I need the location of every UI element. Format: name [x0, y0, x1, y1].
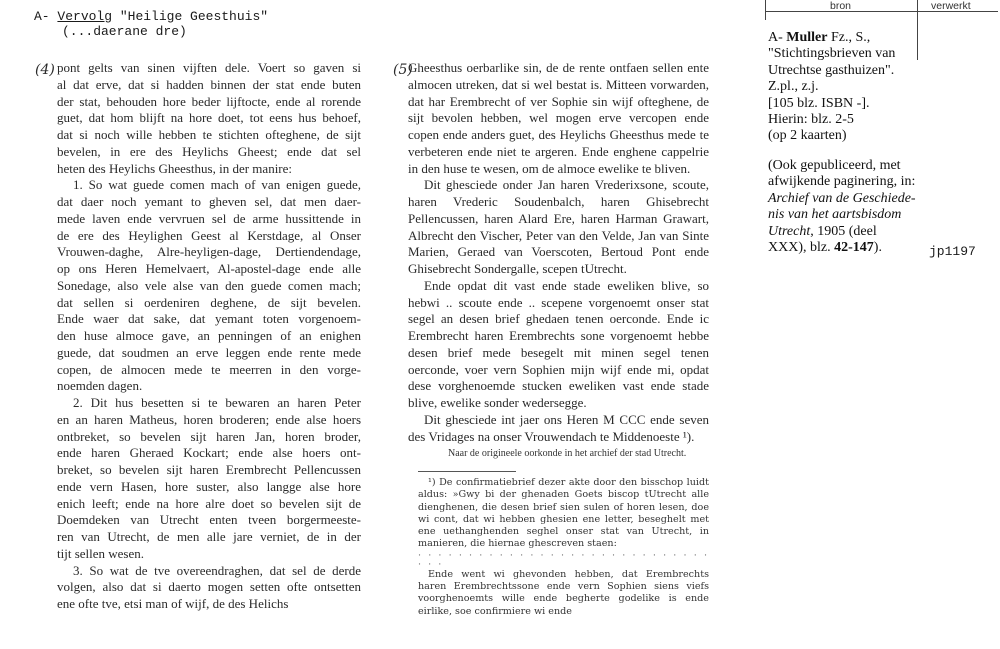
page-number-4: (4)	[35, 62, 55, 78]
journal-line: nis van het aartsbisdom	[768, 207, 902, 223]
text-line: guede, dat soudmen an erve leggen ende rente mede	[57, 344, 361, 360]
footnote-paragraph: Ende went wi ghevonden hebben, dat Erembrechts haren Erembrechtssone ende vern Sophien siens viefs voorghenoemts wille ende begherte godelike is ende eirlike, soe confirmiere wi ende	[418, 568, 709, 617]
text-line: ende vern Hasen, hore suster, also langge alse hore	[57, 478, 361, 494]
footnote	[418, 477, 709, 618]
card-left-border	[765, 0, 766, 20]
header-subtitle: (...daerane dre)	[62, 24, 187, 39]
place-line: Z.pl., z.j.	[768, 79, 819, 95]
text-line: tijt sellen wesen.	[57, 545, 145, 561]
deel-text: XXX), blz.	[768, 240, 835, 256]
text-line: dat daer noch yemant to gheven sel, dat men daer-	[57, 194, 361, 209]
text-line: pont gelts van sinen vijften dele. Voert so gaven si	[57, 60, 361, 75]
journal-year: , 1905 (deel	[810, 223, 877, 239]
paragraph: Dit ghesciede int jaer ons Heren M CCC ende seven des Vridages na onser Vrouwendach te Middenoeste ¹).	[408, 411, 709, 444]
archive-stamp: jp1197	[929, 244, 976, 259]
document-header	[34, 9, 268, 24]
deel-end: ).	[873, 240, 882, 256]
paragraph: Ende opdat dit vast ende stade eweliken blive, so hebwi .. scoute ende .. scepene vorgenoemt onser stat segel an desen brief ghedaen tenen oerconde. Ende ic Erembrecht haren Erembrechts sone vorgenoemt hebbe desen brief mede besegelt mit minen segel tenen oerconde, voer vern Sophien mijn wijf ende mi, opdat dese vorghenoemde stucken eweliken vast ende stade blive, ewelike sonder wedersegge.	[408, 277, 709, 410]
text-line: Sonedage, also vele alse van den guede comen mach;	[57, 277, 361, 293]
journal-year-line	[768, 224, 928, 240]
bibliographic-entry	[768, 30, 918, 145]
text-line: 3. So wat de tve overeendraghen, dat sel de derde	[73, 562, 361, 578]
text-line: ene ofte tve, etsi man of wijf, de des Helichs	[57, 596, 289, 611]
note-line: (Ook gepubliceerd, met	[768, 158, 901, 173]
text-line: enich leeft; ende na hore alre doet so bevelen sijt de	[57, 495, 361, 511]
text-line: breket, so bevelen sijt haren Erembrecht Pellencussen	[57, 462, 361, 477]
header-title: "Heilige Geesthuis"	[119, 9, 269, 24]
title-line: "Stichtingsbrieven van	[768, 46, 896, 62]
page-range: 42-147	[834, 240, 874, 256]
header-vervolg: Vervolg	[57, 9, 113, 24]
text-line: den huse almoce gave, an penningen of an enighen	[57, 328, 361, 343]
text-line: Ende waer dat sake, dat yemant toten vorgenoem-	[57, 311, 361, 327]
column-bron: bron	[830, 0, 852, 12]
footnote-paragraph: ¹) De confirmatiebrief dezer akte door den bisschop luidt aldus: »Gwy bi der ghenaden Goets biscop tUtrecht alle dienghenen, die desen brief sien sulen of horen lesen, doe wi cont, dat wi hebben ghesien ene letter, beseghelt met ene uethanghenden seghel onser stat van Utrecht, in manieren, die hiernae ghescreven staen:	[418, 477, 709, 550]
page-number-5: (5)	[393, 62, 413, 78]
deel-line	[768, 240, 928, 256]
text-line: Vrouwen-daghe, Alre-heyligen-dage, Dertiendendage,	[57, 244, 361, 260]
paragraph: Gheesthus oerbarlike sin, de de rente ontfaen sellen ente almocen utreken, dat si wel bestat is. Mitteen vorwarden, dat har Erembrecht of ver Sophie sin wijf ofteghene, de sijt bevolen hebben, wel mogen erve vercopen ende copen ende anders guet, des Heylichs Gheesthus mede te verbeteren ende niet te argeren. Ende enghene cappelrie in den huse te wesen, om de almoce ewelike te bliven.	[408, 60, 709, 176]
text-line: op ons Heren Hemelvaert, Al-apostel-dage ende alle	[57, 261, 361, 276]
column-verwerkt: verwerkt	[931, 0, 971, 12]
footnote-divider	[418, 471, 516, 472]
text-line: bevelen, in ere des Heylichs Gheest; ende dat sel	[57, 143, 361, 159]
right-text-column	[408, 60, 709, 460]
text-line: ren van Utrecht, de men alle jare verniet, de in der	[57, 529, 361, 544]
paragraph: Dit ghesciede onder Jan haren Vrederixsone, scoute, haren Vrederic Soudenbalch, haren Ghisebrecht Pellencussen, haren Alard Ere, haren Harman Grawart, Albrecht den Vischer, Peter van den Velde, Jan van Sinte Marien, Geraed van Voerscoten, Bertoud Pont ende Ghisebrecht Sondergalle, scepen tUtrecht.	[408, 177, 709, 276]
text-line: Doemdeken van Utrecht enten tveen borgermeeste-	[57, 512, 361, 528]
text-line: de ere des Heylighen Geest al Kerstdage, al Onser	[57, 227, 361, 243]
text-line: al dat erve, dat si hadden binnen der stat ende buten	[57, 76, 361, 92]
text-line: 2. Dit hus besetten si te bewaren an haren Peter	[73, 395, 361, 410]
text-line: copen, de almocen mede te meerren in den vorge-	[57, 361, 361, 377]
source-note: Naar de origineele oorkonde in het archief der stad Utrecht.	[448, 448, 687, 460]
header-prefix: A-	[34, 9, 50, 24]
text-line: noemden dagen.	[57, 378, 143, 394]
text-line: volgen, also dat si daerto mogen setten ofte ontsetten	[57, 579, 361, 595]
text-line: ontbreket, so bevelen sijt haren Jan, horen broder,	[57, 428, 361, 444]
author-prefix: A-	[768, 30, 783, 45]
text-line: 1. So wat guede comen mach of van enigen guede,	[73, 177, 361, 193]
left-text-column	[57, 60, 361, 613]
journal-name: Utrecht	[768, 223, 811, 239]
text-line: der stat, behouden hore beder lijftocte, ende al rorende	[57, 93, 361, 109]
author-name: Muller	[786, 30, 828, 45]
hierin-line: Hierin: blz. 2-5	[768, 112, 854, 128]
text-line: en an haren Matheus, horen broderen; ende alse hoers	[57, 411, 361, 427]
title-line: Utrechtse gasthuizen".	[768, 62, 895, 78]
author-line	[768, 30, 918, 46]
footnote-ellipsis: · · · · · · · · · · · · · · · · · · · · · · · · · · · · · · · ·	[418, 549, 709, 570]
text-line: guet, dat hom blijft na hore doet, tot eens hus behoef,	[57, 110, 361, 126]
text-line: dat si noch wille hebben te stichten ofteghene, de sijt	[57, 127, 361, 142]
note-line: afwijkende paginering, in:	[768, 174, 916, 190]
text-line: ende haren Gheraed Kockart; ende alse hoers ont-	[57, 445, 361, 461]
author-rest: Fz., S.,	[831, 30, 871, 45]
text-line: dat sellen si oerdeniren deghene, de sijt bevelen.	[57, 294, 361, 310]
journal-line: Archief van de Geschiede-	[768, 190, 916, 206]
text-line: mede laven ende vervruen sel de arme hussittende in	[57, 210, 361, 226]
pages-line: [105 blz. ISBN -].	[768, 95, 870, 111]
maps-line: (op 2 kaarten)	[768, 128, 847, 144]
publication-note	[768, 158, 928, 256]
text-line: heten des Heylichs Gheesthus, in der manire:	[57, 160, 293, 176]
